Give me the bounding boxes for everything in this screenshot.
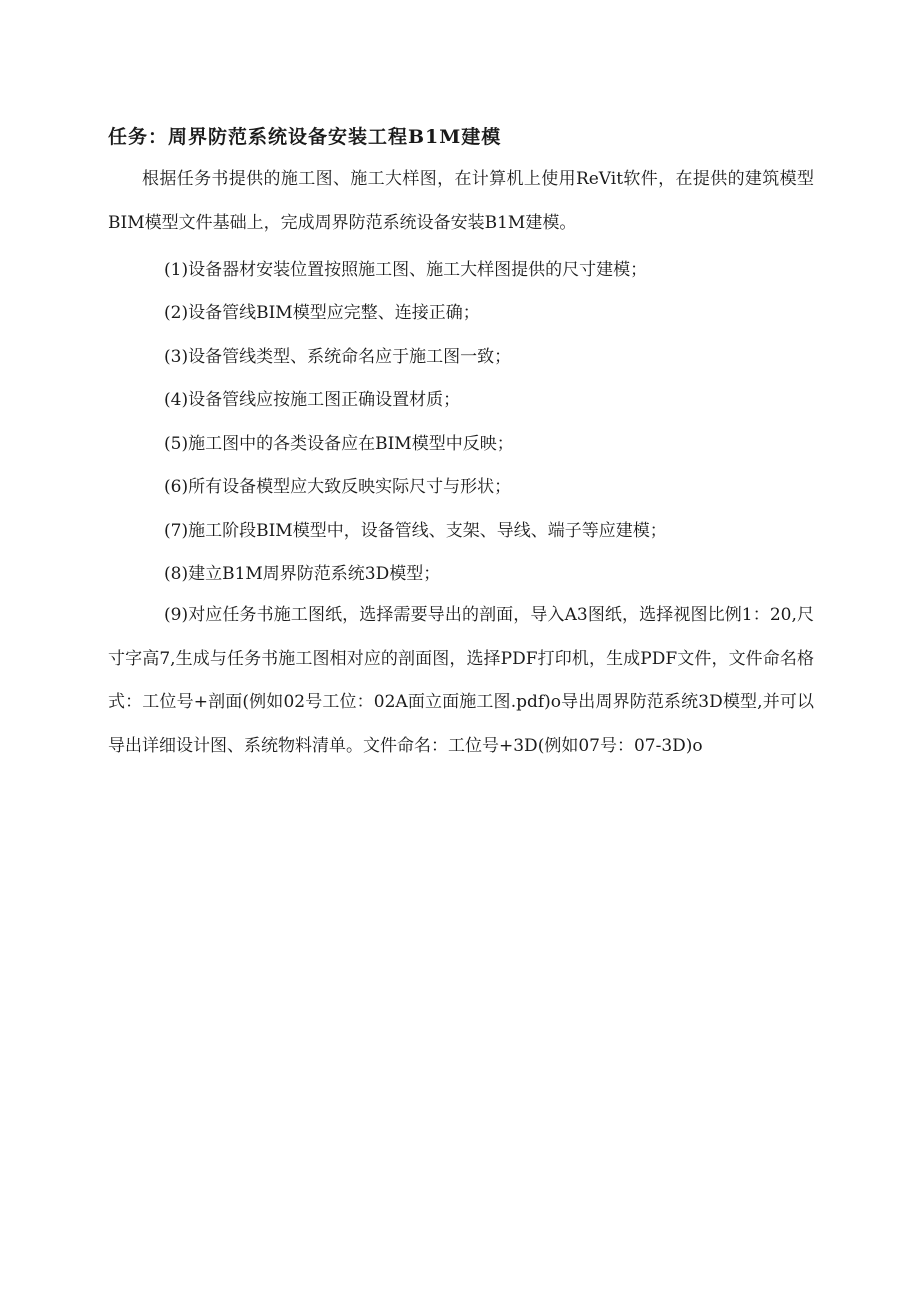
- list-item: (8)建立B1M周界防范系统3D模型；: [164, 564, 441, 584]
- list-item: (1)设备器材安装位置按照施工图、施工大样图提供的尺寸建模；: [164, 260, 648, 280]
- list-item: (5)施工图中的各类设备应在BIM模型中反映；: [164, 434, 514, 454]
- document-title: 任务：周界防范系统设备安装工程B1M建模: [108, 126, 502, 148]
- list-item: (4)设备管线应按施工图正确设置材质；: [164, 390, 461, 410]
- list-item: (3)设备管线类型、系统命名应于施工图一致；: [164, 347, 512, 367]
- list-item: (7)施工阶段BIM模型中，设备管线、支架、导线、端子等应建模；: [164, 521, 667, 541]
- list-item-9: (9)对应任务书施工图纸，选择需要导出的剖面，导入A3图纸，选择视图比例1：20,尺寸字高7,生成与任务书施工图相对应的剖面图，选择PDF打印机，生成PDF文件，文件命名格式：工位号+剖面(例如02号工位：02A面立面施工图.pdf)o导出周界防范系统3D模型,并可以导出详细设计图、系统物料清单。文件命名：工位号+3D(例如07号：07-3D)o: [108, 605, 814, 756]
- list-item: (6)所有设备模型应大致反映实际尺寸与形状；: [164, 477, 512, 497]
- intro-paragraph: 根据任务书提供的施工图、施工大样图，在计算机上使用ReVit软件，在提供的建筑模型BIM模型文件基础上，完成周界防范系统设备安装B1M建模。: [108, 169, 814, 233]
- list-item: (2)设备管线BIM模型应完整、连接正确；: [164, 303, 480, 323]
